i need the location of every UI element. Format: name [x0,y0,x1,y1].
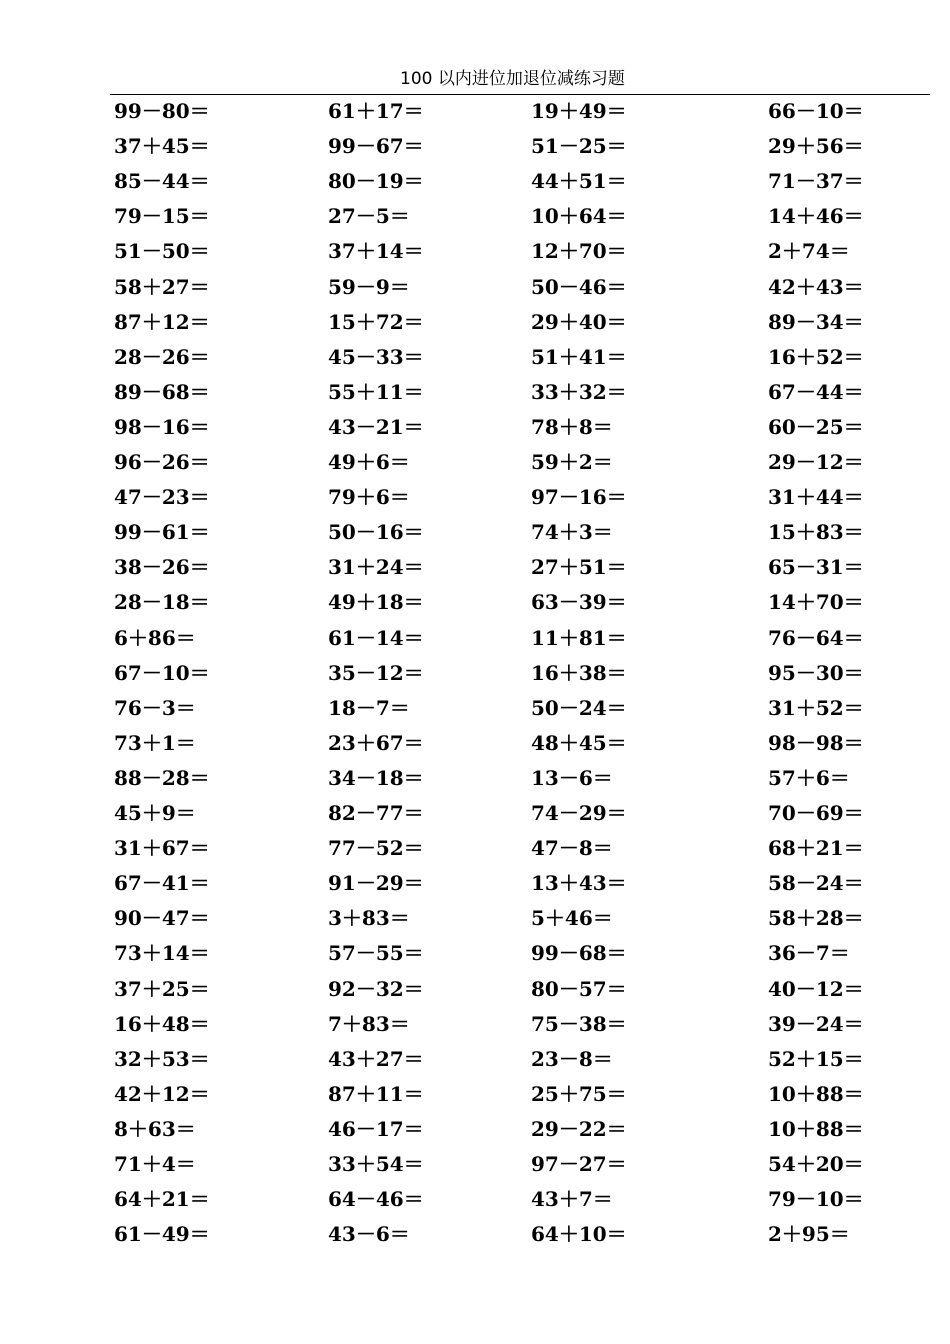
problem-r2-c2: 99－67＝ [328,134,424,159]
problem-r3-c4: 71－37＝ [768,169,864,194]
problem-r8-c4: 16＋52＝ [768,344,864,369]
problem-r14-c3: 27＋51＝ [531,555,627,580]
problem-r32-c1: 64＋21＝ [114,1187,210,1212]
problem-r23-c1: 67－41＝ [114,871,210,896]
problem-r10-c4: 60－25＝ [768,414,864,439]
problem-r17-c3: 16＋38＝ [531,660,627,685]
problem-r23-c3: 13＋43＝ [531,871,627,896]
problem-r7-c3: 29＋40＝ [531,309,627,334]
problem-r21-c1: 45＋9＝ [114,801,196,825]
page-title: 100 以内进位加退位减练习题 [400,69,625,89]
problem-r1-c3: 19＋49＝ [531,99,627,123]
problem-r21-c3: 74－29＝ [531,801,627,825]
problem-r23-c4: 58－24＝ [768,871,864,896]
problem-r2-c3: 51－25＝ [531,134,627,159]
problem-r29-c1: 42＋12＝ [114,1081,210,1106]
problem-r9-c1: 89－68＝ [114,379,210,404]
problem-r14-c2: 31＋24＝ [328,555,424,580]
problem-r4-c1: 79－15＝ [114,204,210,229]
problem-r7-c4: 89－34＝ [768,309,864,334]
problem-r10-c3: 78＋8＝ [531,414,613,439]
problem-r29-c2: 87＋11＝ [328,1081,424,1106]
problem-r3-c3: 44＋51＝ [531,169,627,194]
problem-r6-c4: 42＋43＝ [768,274,864,299]
problem-r5-c1: 51－50＝ [114,239,210,264]
problem-r32-c4: 79－10＝ [768,1187,864,1212]
problem-r15-c1: 28－18＝ [114,590,210,615]
problem-r21-c2: 82－77＝ [328,801,424,825]
problem-r31-c1: 71＋4＝ [114,1152,196,1176]
problem-r11-c2: 49＋6＝ [328,450,410,474]
problem-r22-c3: 47－8＝ [531,836,613,861]
problem-r31-c3: 97－27＝ [531,1152,627,1176]
problem-r6-c1: 58＋27＝ [114,274,210,299]
problem-r28-c3: 23－8＝ [531,1046,613,1071]
problem-r27-c2: 7＋83＝ [328,1011,410,1036]
problem-r19-c3: 48＋45＝ [531,730,627,755]
problem-r6-c3: 50－46＝ [531,274,627,299]
problem-r12-c1: 47－23＝ [114,485,210,510]
problem-r18-c4: 31＋52＝ [768,695,864,720]
problem-r15-c2: 49＋18＝ [328,590,424,615]
problem-r12-c4: 31＋44＝ [768,485,864,510]
problem-r26-c4: 40－12＝ [768,976,864,1001]
problem-r25-c4: 36－7＝ [768,941,850,966]
problem-r20-c2: 34－18＝ [328,765,424,790]
problem-r28-c2: 43＋27＝ [328,1046,424,1071]
problem-r12-c3: 97－16＝ [531,485,627,510]
problem-r19-c1: 73＋1＝ [114,730,196,755]
problem-r12-c2: 79＋6＝ [328,485,410,510]
problem-r7-c1: 87＋12＝ [114,309,210,334]
problem-r24-c4: 58＋28＝ [768,906,864,931]
problem-r4-c3: 10＋64＝ [531,204,627,229]
problem-r31-c4: 54＋20＝ [768,1152,864,1176]
problem-r19-c2: 23＋67＝ [328,730,424,755]
problem-r26-c3: 80－57＝ [531,976,627,1001]
problem-r16-c2: 61－14＝ [328,625,424,650]
problem-r15-c3: 63－39＝ [531,590,627,615]
problem-r31-c2: 33＋54＝ [328,1152,424,1176]
problem-r10-c2: 43－21＝ [328,414,424,439]
problem-r30-c2: 46－17＝ [328,1116,424,1141]
problem-r11-c1: 96－26＝ [114,450,210,474]
problem-r26-c2: 92－32＝ [328,976,424,1001]
problem-r33-c4: 2＋95＝ [768,1222,850,1247]
problem-r20-c1: 88－28＝ [114,765,210,790]
problem-r5-c2: 37＋14＝ [328,239,424,264]
problem-r26-c1: 37＋25＝ [114,976,210,1001]
problem-r15-c4: 14＋70＝ [768,590,864,615]
problem-r30-c3: 29－22＝ [531,1116,627,1141]
problem-r11-c3: 59＋2＝ [531,450,613,474]
problem-r9-c3: 33＋32＝ [531,379,627,404]
problem-r27-c1: 16＋48＝ [114,1011,210,1036]
problem-r25-c1: 73＋14＝ [114,941,210,966]
problem-r28-c1: 32＋53＝ [114,1046,210,1071]
problem-r22-c1: 31＋67＝ [114,836,210,861]
problem-r2-c1: 37＋45＝ [114,134,210,159]
problem-r18-c2: 18－7＝ [328,695,410,720]
problem-r11-c4: 29－12＝ [768,450,864,474]
problem-r27-c4: 39－24＝ [768,1011,864,1036]
problem-r30-c1: 8＋63＝ [114,1116,196,1141]
problem-r25-c3: 99－68＝ [531,941,627,966]
problem-r22-c4: 68＋21＝ [768,836,864,861]
problem-r5-c4: 2＋74＝ [768,239,850,264]
problem-r7-c2: 15＋72＝ [328,309,424,334]
problem-r1-c1: 99－80＝ [114,99,210,123]
problem-r13-c1: 99－61＝ [114,520,210,545]
problem-r22-c2: 77－52＝ [328,836,424,861]
problem-r27-c3: 75－38＝ [531,1011,627,1036]
problem-r13-c4: 15＋83＝ [768,520,864,545]
problem-r20-c3: 13－6＝ [531,765,613,790]
problem-r3-c1: 85－44＝ [114,169,210,194]
problem-r29-c3: 25＋75＝ [531,1081,627,1106]
problem-r30-c4: 10＋88＝ [768,1116,864,1141]
problem-r4-c4: 14＋46＝ [768,204,864,229]
problem-r29-c4: 10＋88＝ [768,1081,864,1106]
problem-r33-c3: 64＋10＝ [531,1222,627,1247]
problem-r23-c2: 91－29＝ [328,871,424,896]
problem-r4-c2: 27－5＝ [328,204,410,229]
problem-r18-c3: 50－24＝ [531,695,627,720]
problem-r1-c4: 66－10＝ [768,99,864,123]
problem-r28-c4: 52＋15＝ [768,1046,864,1071]
problem-r18-c1: 76－3＝ [114,695,196,720]
problem-r5-c3: 12＋70＝ [531,239,627,264]
problem-r24-c1: 90－47＝ [114,906,210,931]
problem-r3-c2: 80－19＝ [328,169,424,194]
problem-r33-c1: 61－49＝ [114,1222,210,1247]
problem-r13-c2: 50－16＝ [328,520,424,545]
problem-r19-c4: 98－98＝ [768,730,864,755]
problem-r2-c4: 29＋56＝ [768,134,864,159]
problem-r24-c3: 5＋46＝ [531,906,613,931]
problem-r14-c4: 65－31＝ [768,555,864,580]
problem-r32-c2: 64－46＝ [328,1187,424,1212]
problem-r17-c4: 95－30＝ [768,660,864,685]
problem-r8-c2: 45－33＝ [328,344,424,369]
problem-r13-c3: 74＋3＝ [531,520,613,545]
problem-r6-c2: 59－9＝ [328,274,410,299]
problem-r17-c2: 35－12＝ [328,660,424,685]
problem-r20-c4: 57＋6＝ [768,765,850,790]
problem-r16-c3: 11＋81＝ [531,625,627,650]
problem-r16-c1: 6＋86＝ [114,625,196,650]
problem-r14-c1: 38－26＝ [114,555,210,580]
problem-r10-c1: 98－16＝ [114,414,210,439]
problem-r1-c2: 61＋17＝ [328,99,424,123]
problem-r25-c2: 57－55＝ [328,941,424,966]
problem-r8-c3: 51＋41＝ [531,344,627,369]
problem-r9-c2: 55＋11＝ [328,379,424,404]
problem-r17-c1: 67－10＝ [114,660,210,685]
problem-r24-c2: 3＋83＝ [328,906,410,931]
problem-r9-c4: 67－44＝ [768,379,864,404]
problem-r32-c3: 43＋7＝ [531,1187,613,1212]
problem-r21-c4: 70－69＝ [768,801,864,825]
problem-r33-c2: 43－6＝ [328,1222,410,1247]
problem-r16-c4: 76－64＝ [768,625,864,650]
problem-r8-c1: 28－26＝ [114,344,210,369]
